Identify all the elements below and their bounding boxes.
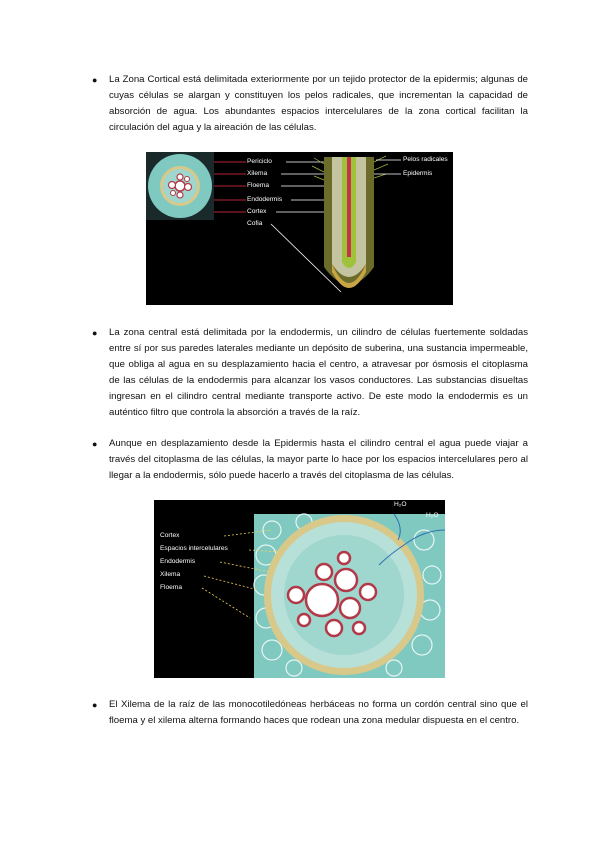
paragraph-4 (92, 697, 528, 729)
label-pelos-radicales: Pelos radicales (403, 156, 448, 163)
paragraph-1 (92, 72, 528, 136)
label-floema: Floema (160, 584, 182, 591)
paragraph-3 (92, 436, 528, 484)
root-cross-section-figure (154, 500, 445, 678)
bullet-icon: ● (92, 328, 98, 338)
paragraph-text: El Xilema de la raíz de las monocotiledóneas herbáceas no forma un cordón central sino que el floema y el xilema alterna formando haces que rodean una zona medular dispuesta en el centro. (109, 699, 528, 726)
label-water-1: H₂O (394, 501, 407, 508)
label-endodermis: Endodermis (247, 196, 283, 203)
label-xilema: Xilema (247, 170, 268, 177)
paragraph-text: La zona central está delimitada por la endodermis, un cilindro de células fuertemente soldadas entre sí por sus paredes laterales mediante un depósito de suberina, una sustancia impermeable, que obliga al agua en su desplazamiento hacia el centro, a atravesar por ósmosis el citoplasma de las células de la endodermis para alcanzar los vasos conductores. Las substancias disueltas ingresan en el cilindro central mediante transporte activo. De este modo la endodermis es un auténtico filtro que controla la absorción a través de la raíz. (109, 327, 528, 418)
root-structure-figure (146, 152, 453, 305)
label-cortex: Cortex (247, 208, 267, 215)
label-xilema: Xilema (160, 571, 181, 578)
paragraph-text: Aunque en desplazamiento desde la Epidermis hasta el cilindro central el agua puede viajar a través del citoplasma de las células, la mayor parte lo hace por los espacios intercelulares pero al llegar a la endodermis, sólo puede hacerlo a través del citoplasma de las células. (109, 438, 528, 481)
bullet-icon: ● (92, 700, 98, 710)
label-floema: Floema (247, 182, 269, 189)
bullet-icon: ● (92, 75, 98, 85)
label-periciclo: Periciclo (247, 158, 272, 165)
paragraph-2 (92, 325, 528, 421)
label-water-2: H₂O (426, 512, 439, 519)
label-cortex: Cortex (160, 532, 180, 539)
paragraph-text: La Zona Cortical está delimitada exteriormente por un tejido protector de la epidermis; algunas de cuyas células se alargan y constituyen los pelos radicales, que incrementan la capacidad de absorción de agua. Los abundantes espacios intercelulares de la zona cortical facilitan la circulación del agua y la aireación de las células. (109, 74, 528, 133)
label-espacios-intercelulares: Espacios intercelulares (160, 545, 228, 552)
label-endodermis: Endodermis (160, 558, 196, 565)
label-epidermis: Epidermis (403, 170, 433, 177)
bullet-icon: ● (92, 439, 98, 449)
label-cofia: Cofia (247, 220, 263, 227)
root-cross-section-illustration (154, 500, 445, 678)
